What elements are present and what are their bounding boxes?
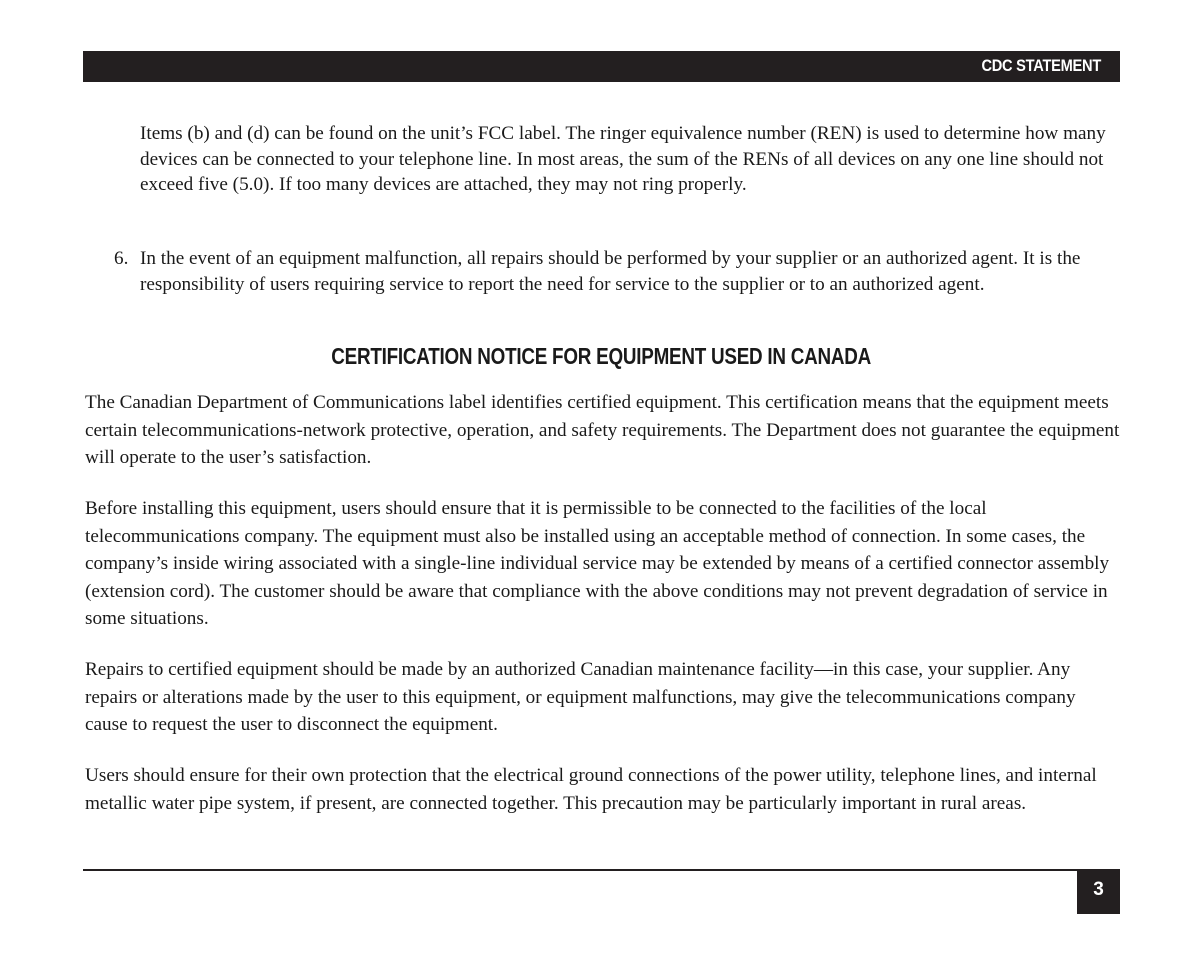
section-title: CDC STATEMENT [981, 56, 1101, 75]
page-number-box [1077, 869, 1120, 914]
paragraph-grounding: Users should ensure for their own protection that the electrical ground connections of the power utility, telephone lines, and internal metallic water pipe system, if present, are connected together. This precaution may be particularly important in rural areas. [85, 765, 1097, 814]
footer-rule [83, 869, 1077, 871]
paragraph-installation: Before installing this equipment, users should ensure that it is permissible to be connected to the facilities of the local telecommunications company. The equipment must also be installed using an acceptable method of connection. In some cases, the company’s inside wiring associated with a single-line individual service may be extended by means of a certified connector assembly (extension cord). The customer should be aware that compliance with the above conditions may not prevent degradation of service in some situations. [85, 498, 1110, 629]
list-item-number: 6. [114, 248, 129, 269]
continued-paragraph: Items (b) and (d) can be found on the unit’s FCC label. The ringer equivalence number (REN) is used to determine how many devices can be connected to your telephone line. In most areas, the sum of the RENs of all devices on any one line should not exceed five (5.0). If too many devices are attached, they may not ring properly. [140, 123, 1106, 195]
paragraph-certification-label: The Canadian Department of Communications label identifies certified equipment. This certification means that the equipment meets certain telecommunications-network protective, operation, and safety requirements. The Department does not guarantee the equipment will operate to the user’s satisfaction. [85, 392, 1120, 468]
section-heading-text: CERTIFICATION NOTICE FOR EQUIPMENT USED IN CANADA [331, 343, 872, 369]
paragraph-repairs: Repairs to certified equipment should be made by an authorized Canadian maintenance facility—in this case, your supplier. Any repairs or alterations made by the user to this equipment, or equipment malfunctions, may give the telecommunications company cause to request the user to disconnect the equipment. [85, 659, 1076, 735]
list-item [114, 246, 1120, 297]
page-number: 3 [1093, 879, 1104, 900]
list-item-text: In the event of an equipment malfunction, all repairs should be performed by your supplier or an authorized agent. It is the responsibility of users requiring service to report the need for service to the supplier or to an authorized agent. [140, 248, 1081, 295]
section-heading [83, 343, 1120, 370]
header-bar [83, 51, 1120, 82]
